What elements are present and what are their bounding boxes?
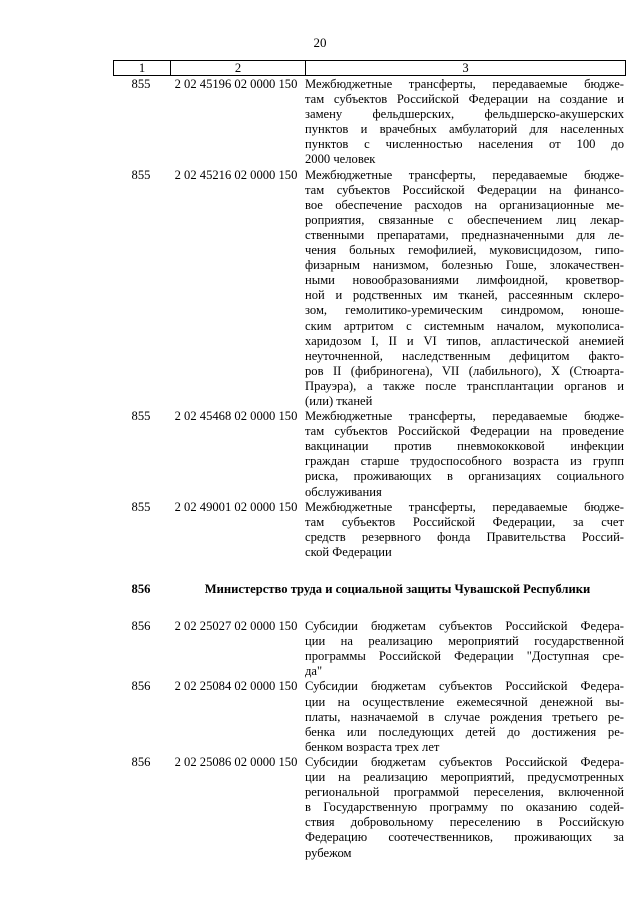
- description-line: ции на реализацию мероприятий, предусмотренных: [305, 770, 624, 785]
- description-line: пунктов и врачебных амбулаторий для населенных: [305, 122, 624, 137]
- description-line: ской Федерации: [305, 544, 392, 559]
- description-line: Межбюджетные трансферты, передаваемые бюдже-: [305, 409, 624, 424]
- header-col-2: 2: [171, 61, 306, 75]
- budget-classification-code: 2 02 49001 02 0000 150: [174, 499, 298, 514]
- description-line: там субъектов Российской Федерации на финансо-: [305, 182, 624, 197]
- description-line: средств резервного фонда Правительства Россий-: [305, 529, 624, 544]
- description-line: Субсидии бюджетам субъектов Российской Федера-: [305, 619, 624, 634]
- description-line: ствия добровольному переселению в Российскую: [305, 815, 624, 830]
- description-line: там субъектов Российской Федерации на создание и: [305, 92, 624, 107]
- description-line: в Государственную программу по оказанию содей-: [305, 800, 624, 815]
- description-line: обслуживания: [305, 484, 382, 499]
- revenue-description: [303, 500, 626, 560]
- budget-classification-code: 2 02 25027 02 0000 150: [174, 619, 298, 634]
- description-line: Субсидии бюджетам субъектов Российской Федера-: [305, 754, 624, 769]
- description-line: Межбюджетные трансферты, передаваемые бюдже-: [305, 167, 624, 182]
- page-number: 20: [313, 35, 327, 50]
- description-line: Межбюджетные трансферты, передаваемые бюдже-: [305, 77, 624, 91]
- description-line: ственными препаратами, предназначенными для ле-: [305, 227, 624, 242]
- description-line: ной и родственных им тканей, рассеянным склеро-: [305, 288, 624, 303]
- description-line: ными новообразованиями лимфоидной, кроветвор-: [305, 273, 624, 288]
- description-line: харидозом I, II и VI типов, апластической анемией: [305, 333, 624, 348]
- section-heading: [113, 582, 626, 597]
- description-line: Межбюджетные трансферты, передаваемые бюдже-: [305, 499, 624, 514]
- header-col-1: 1: [114, 61, 171, 75]
- description-line: чения больных гемофилией, муковисцидозом, гипо-: [305, 243, 624, 258]
- budget-classification-code: 2 02 45216 02 0000 150: [174, 167, 298, 182]
- description-line: вое обеспечение расходов на организационные ме-: [305, 197, 624, 212]
- description-line: Субсидии бюджетам субъектов Российской Федера-: [305, 679, 624, 694]
- description-line: зом, гемолитико-уремическим синдромом, юноше-: [305, 303, 624, 318]
- admin-code: 855: [131, 167, 151, 182]
- budget-classification-code: 2 02 25086 02 0000 150: [174, 754, 298, 769]
- revenue-description: [303, 409, 626, 500]
- description-line: Федерацию соотечественников, проживающих за: [305, 830, 624, 845]
- description-line: Прауэра), а также после трансплантации органов и: [305, 378, 624, 393]
- table-row: [113, 679, 626, 754]
- description-line: ции на осуществление ежемесячной денежной вы-: [305, 694, 624, 709]
- table-row: [113, 77, 626, 168]
- description-line: там субъектов Российской Федерации, за счет: [305, 514, 624, 529]
- description-line: риска, проживающих в организациях социального: [305, 469, 624, 484]
- description-line: программы Российской Федерации "Доступная сре-: [305, 649, 624, 664]
- revenue-description: [303, 679, 626, 754]
- description-line: неуточненной, наследственным дефицитом факто-: [305, 348, 624, 363]
- admin-code: 856: [131, 679, 151, 694]
- description-line: бенком возраста трех лет: [305, 739, 440, 754]
- admin-code: 855: [131, 77, 151, 91]
- header-col-3: 3: [462, 61, 469, 75]
- table-row: [113, 409, 626, 500]
- description-line: да": [305, 664, 323, 679]
- admin-code: 855: [131, 499, 151, 514]
- rows-after-section: [113, 619, 626, 861]
- table-row: [113, 168, 626, 410]
- revenue-description: [303, 168, 626, 410]
- description-line: ции на реализацию мероприятий государственной: [305, 634, 624, 649]
- description-line: рубежом: [305, 845, 352, 860]
- admin-code: 856: [131, 619, 151, 634]
- description-line: бенка или последующих детей до достижения ре-: [305, 724, 624, 739]
- description-line: там субъектов Российской Федерации на проведение: [305, 424, 624, 439]
- section-code: 856: [131, 582, 151, 596]
- description-line: ским артритом с системным началом, мукополиса-: [305, 318, 624, 333]
- description-line: (или) тканей: [305, 393, 373, 408]
- description-line: замену фельдшерских, фельдшерско-акушерских: [305, 107, 624, 122]
- budget-classification-code: 2 02 45468 02 0000 150: [174, 409, 298, 424]
- description-line: вакцинации против пневмококковой инфекции: [305, 439, 624, 454]
- admin-code: 856: [131, 754, 151, 769]
- table-row: [113, 500, 626, 560]
- revenue-description: [303, 755, 626, 861]
- description-line: платы, назначаемой в случае рождения третьего ре-: [305, 709, 624, 724]
- description-line: пунктов с численностью населения от 100 до: [305, 137, 624, 152]
- description-line: роприятия, связанные с обеспечением лиц лекар-: [305, 212, 624, 227]
- description-line: ров II (фибриногена), VII (лабильного), X (Стюарта-: [305, 363, 624, 378]
- section-title: Министерство труда и социальной защиты Чувашской Республики: [204, 582, 591, 596]
- table-header: [113, 60, 626, 76]
- table-body: [113, 77, 626, 861]
- table-row: [113, 755, 626, 861]
- table-row: [113, 619, 626, 679]
- description-line: региональной программой переселения, включенной: [305, 785, 624, 800]
- description-line: 2000 человек: [305, 152, 376, 167]
- budget-classification-code: 2 02 25084 02 0000 150: [174, 679, 298, 694]
- description-line: граждан старше трудоспособного возраста из групп: [305, 454, 624, 469]
- budget-classification-code: 2 02 45196 02 0000 150: [174, 77, 298, 91]
- revenue-description: [303, 77, 626, 168]
- description-line: физарным нанизмом, болезнью Гоше, злокачествен-: [305, 258, 624, 273]
- admin-code: 855: [131, 409, 151, 424]
- revenue-description: [303, 619, 626, 679]
- rows-before-section: [113, 77, 626, 560]
